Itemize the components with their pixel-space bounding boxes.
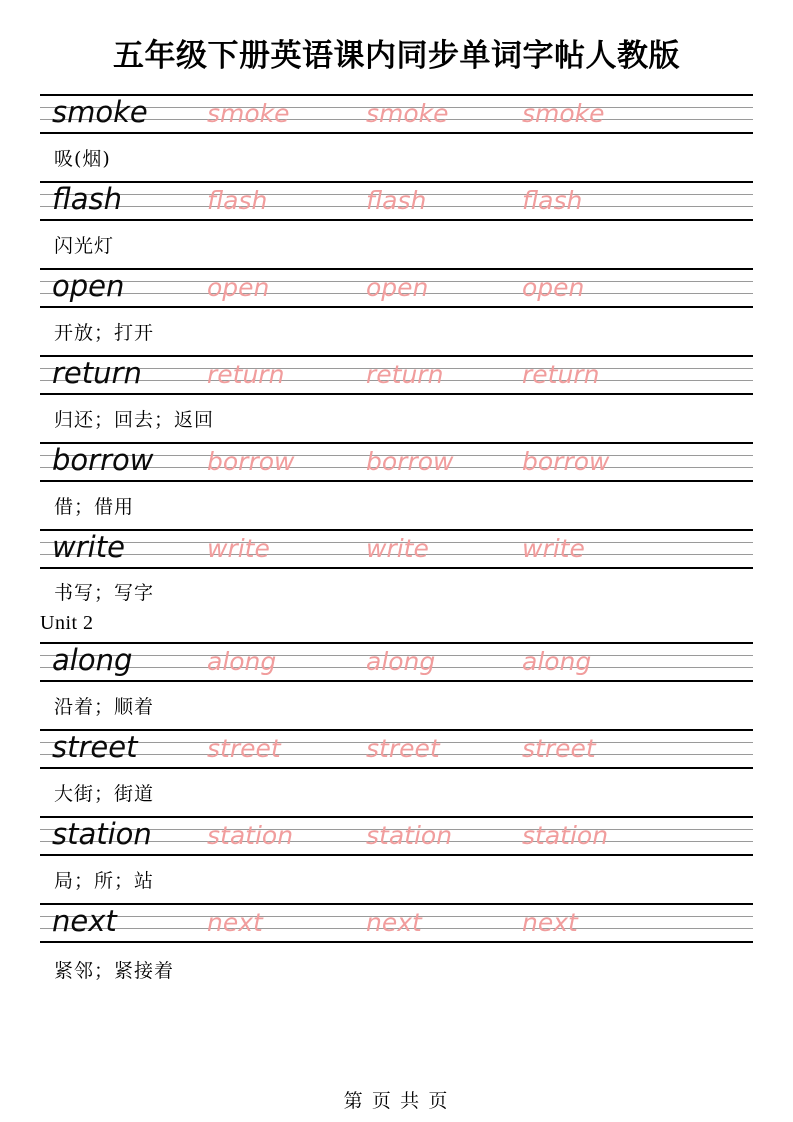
word-row-write bbox=[40, 529, 753, 569]
meaning-text: 归还；回去；返回 bbox=[54, 409, 215, 431]
meaning-row bbox=[40, 569, 753, 642]
word-target: borrow bbox=[52, 443, 154, 477]
word-trace: next bbox=[207, 908, 263, 937]
word-trace: street bbox=[207, 734, 281, 763]
word-trace: open bbox=[522, 273, 585, 302]
meaning-row bbox=[40, 308, 753, 355]
word-target: street bbox=[52, 730, 138, 764]
meaning-text: 沿着；顺着 bbox=[54, 696, 155, 718]
word-target: along bbox=[52, 643, 133, 677]
word-trace: write bbox=[207, 534, 270, 563]
word-target: write bbox=[52, 530, 125, 564]
word-trace: station bbox=[522, 821, 609, 850]
meaning-text: 局；所；站 bbox=[54, 870, 155, 892]
word-trace: street bbox=[522, 734, 596, 763]
word-trace: return bbox=[366, 360, 444, 389]
word-row-next bbox=[40, 903, 753, 943]
word-trace: flash bbox=[207, 186, 268, 215]
meaning-text: 吸(烟) bbox=[54, 148, 111, 170]
word-target: return bbox=[52, 356, 142, 390]
meaning-row bbox=[40, 482, 753, 529]
unit-section-label: Unit 2 bbox=[40, 612, 94, 634]
word-trace: return bbox=[207, 360, 285, 389]
word-trace: next bbox=[366, 908, 422, 937]
word-trace: write bbox=[522, 534, 585, 563]
word-row-smoke bbox=[40, 94, 753, 134]
word-trace: along bbox=[522, 647, 592, 676]
word-row-open bbox=[40, 268, 753, 308]
word-trace: smoke bbox=[366, 99, 449, 128]
word-trace: smoke bbox=[207, 99, 290, 128]
meaning-row bbox=[40, 134, 753, 181]
word-practice-table bbox=[40, 94, 753, 995]
word-target: smoke bbox=[52, 95, 148, 129]
meaning-text: 紧邻；紧接着 bbox=[54, 959, 175, 982]
word-row-flash bbox=[40, 181, 753, 221]
word-target: station bbox=[52, 817, 152, 851]
word-row-borrow bbox=[40, 442, 753, 482]
word-row-station bbox=[40, 816, 753, 856]
meaning-row bbox=[40, 682, 753, 729]
meaning-text: 闪光灯 bbox=[54, 235, 115, 257]
word-trace: flash bbox=[522, 186, 583, 215]
word-trace: write bbox=[366, 534, 429, 563]
word-row-street bbox=[40, 729, 753, 769]
word-row-along bbox=[40, 642, 753, 682]
word-target: next bbox=[52, 904, 117, 938]
word-trace: open bbox=[366, 273, 429, 302]
meaning-text: 大街；街道 bbox=[54, 783, 155, 805]
meaning-text: 开放；打开 bbox=[54, 322, 155, 344]
word-trace: flash bbox=[366, 186, 427, 215]
meaning-text: 书写；写字 bbox=[54, 582, 155, 604]
meaning-row bbox=[40, 769, 753, 816]
page-footer: 第 页 共 页 bbox=[343, 1091, 450, 1112]
meaning-row bbox=[40, 221, 753, 268]
word-trace: borrow bbox=[207, 447, 295, 476]
word-row-return bbox=[40, 355, 753, 395]
word-trace: borrow bbox=[522, 447, 610, 476]
word-trace: next bbox=[522, 908, 578, 937]
word-trace: along bbox=[207, 647, 277, 676]
word-target: open bbox=[52, 269, 125, 303]
word-target: flash bbox=[52, 182, 122, 216]
word-trace: station bbox=[366, 821, 453, 850]
meaning-row bbox=[40, 395, 753, 442]
word-trace: borrow bbox=[366, 447, 454, 476]
meaning-row bbox=[40, 943, 753, 995]
word-trace: return bbox=[522, 360, 600, 389]
word-trace: along bbox=[366, 647, 436, 676]
word-trace: station bbox=[207, 821, 294, 850]
word-trace: smoke bbox=[522, 99, 605, 128]
meaning-row bbox=[40, 856, 753, 903]
word-trace: open bbox=[207, 273, 270, 302]
word-trace: street bbox=[366, 734, 440, 763]
meaning-text: 借；借用 bbox=[54, 496, 135, 518]
page-title: 五年级下册英语课内同步单词字帖人教版 bbox=[113, 38, 680, 73]
